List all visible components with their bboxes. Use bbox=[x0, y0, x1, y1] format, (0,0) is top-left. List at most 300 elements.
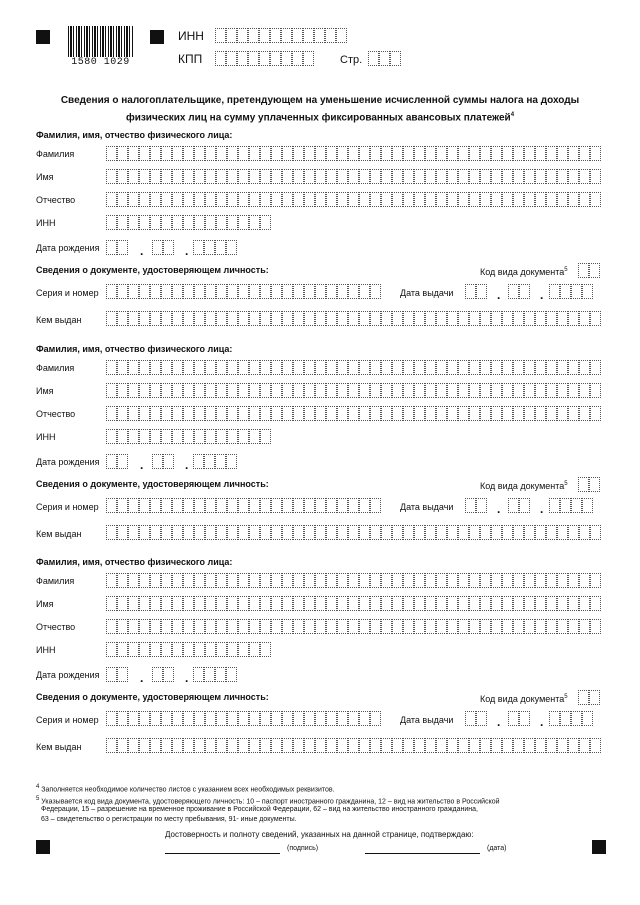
input-cell[interactable] bbox=[183, 215, 194, 230]
input-cell[interactable] bbox=[117, 192, 128, 207]
input-cell[interactable] bbox=[557, 360, 568, 375]
input-cell[interactable] bbox=[128, 573, 139, 588]
input-cell[interactable] bbox=[469, 619, 480, 634]
block-2-inn-cells[interactable] bbox=[106, 429, 271, 444]
input-cell[interactable] bbox=[249, 169, 260, 184]
block-3-name-cells[interactable] bbox=[106, 596, 601, 611]
input-cell[interactable] bbox=[458, 169, 469, 184]
input-cell[interactable] bbox=[260, 406, 271, 421]
input-cell[interactable] bbox=[560, 498, 571, 513]
input-cell[interactable] bbox=[271, 360, 282, 375]
input-cell[interactable] bbox=[260, 284, 271, 299]
input-cell[interactable] bbox=[128, 596, 139, 611]
input-cell[interactable] bbox=[150, 192, 161, 207]
input-cell[interactable] bbox=[293, 525, 304, 540]
input-cell[interactable] bbox=[194, 429, 205, 444]
input-cell[interactable] bbox=[183, 525, 194, 540]
input-cell[interactable] bbox=[128, 215, 139, 230]
input-cell[interactable] bbox=[183, 619, 194, 634]
input-cell[interactable] bbox=[205, 284, 216, 299]
input-cell[interactable] bbox=[381, 738, 392, 753]
input-cell[interactable] bbox=[249, 215, 260, 230]
input-cell[interactable] bbox=[370, 498, 381, 513]
input-cell[interactable] bbox=[370, 738, 381, 753]
input-cell[interactable] bbox=[315, 573, 326, 588]
input-cell[interactable] bbox=[579, 525, 590, 540]
input-cell[interactable] bbox=[579, 596, 590, 611]
input-cell[interactable] bbox=[161, 596, 172, 611]
input-cell[interactable] bbox=[326, 596, 337, 611]
input-cell[interactable] bbox=[139, 406, 150, 421]
input-cell[interactable] bbox=[293, 360, 304, 375]
input-cell[interactable] bbox=[117, 525, 128, 540]
input-cell[interactable] bbox=[403, 311, 414, 326]
input-cell[interactable] bbox=[128, 169, 139, 184]
input-cell[interactable] bbox=[194, 360, 205, 375]
input-cell[interactable] bbox=[293, 596, 304, 611]
input-cell[interactable] bbox=[183, 192, 194, 207]
input-cell[interactable] bbox=[524, 383, 535, 398]
input-cell[interactable] bbox=[348, 525, 359, 540]
input-cell[interactable] bbox=[117, 311, 128, 326]
input-cell[interactable] bbox=[513, 596, 524, 611]
input-cell[interactable] bbox=[557, 192, 568, 207]
input-cell[interactable] bbox=[590, 619, 601, 634]
input-cell[interactable] bbox=[293, 573, 304, 588]
block-3-birthdate-day-cells[interactable] bbox=[106, 667, 128, 682]
input-cell[interactable] bbox=[183, 383, 194, 398]
input-cell[interactable] bbox=[480, 360, 491, 375]
input-cell[interactable] bbox=[590, 596, 601, 611]
input-cell[interactable] bbox=[183, 406, 194, 421]
input-cell[interactable] bbox=[150, 429, 161, 444]
input-cell[interactable] bbox=[106, 525, 117, 540]
input-cell[interactable] bbox=[436, 383, 447, 398]
input-cell[interactable] bbox=[106, 192, 117, 207]
input-cell[interactable] bbox=[172, 619, 183, 634]
input-cell[interactable] bbox=[359, 738, 370, 753]
input-cell[interactable] bbox=[194, 711, 205, 726]
input-cell[interactable] bbox=[502, 360, 513, 375]
input-cell[interactable] bbox=[172, 498, 183, 513]
input-cell[interactable] bbox=[172, 596, 183, 611]
input-cell[interactable] bbox=[172, 169, 183, 184]
input-cell[interactable] bbox=[150, 596, 161, 611]
input-cell[interactable] bbox=[557, 738, 568, 753]
input-cell[interactable] bbox=[436, 525, 447, 540]
block-2-surname-cells[interactable] bbox=[106, 360, 601, 375]
input-cell[interactable] bbox=[571, 498, 582, 513]
input-cell[interactable] bbox=[568, 192, 579, 207]
input-cell[interactable] bbox=[469, 406, 480, 421]
input-cell[interactable] bbox=[568, 619, 579, 634]
input-cell[interactable] bbox=[205, 360, 216, 375]
block-3-inn-cells[interactable] bbox=[106, 642, 271, 657]
input-cell[interactable] bbox=[535, 311, 546, 326]
input-cell[interactable] bbox=[458, 192, 469, 207]
input-cell[interactable] bbox=[524, 311, 535, 326]
input-cell[interactable] bbox=[578, 690, 589, 705]
block-2-issue-year-cells[interactable] bbox=[549, 498, 593, 513]
input-cell[interactable] bbox=[557, 169, 568, 184]
input-cell[interactable] bbox=[172, 711, 183, 726]
input-cell[interactable] bbox=[282, 498, 293, 513]
input-cell[interactable] bbox=[139, 525, 150, 540]
input-cell[interactable] bbox=[172, 360, 183, 375]
input-cell[interactable] bbox=[139, 429, 150, 444]
input-cell[interactable] bbox=[150, 525, 161, 540]
input-cell[interactable] bbox=[535, 406, 546, 421]
input-cell[interactable] bbox=[336, 28, 347, 43]
input-cell[interactable] bbox=[216, 169, 227, 184]
input-cell[interactable] bbox=[293, 146, 304, 161]
input-cell[interactable] bbox=[172, 738, 183, 753]
block-1-name-cells[interactable] bbox=[106, 169, 601, 184]
input-cell[interactable] bbox=[414, 169, 425, 184]
input-cell[interactable] bbox=[139, 146, 150, 161]
input-cell[interactable] bbox=[106, 311, 117, 326]
input-cell[interactable] bbox=[425, 619, 436, 634]
input-cell[interactable] bbox=[238, 738, 249, 753]
input-cell[interactable] bbox=[359, 573, 370, 588]
input-cell[interactable] bbox=[590, 383, 601, 398]
input-cell[interactable] bbox=[368, 51, 379, 66]
input-cell[interactable] bbox=[117, 454, 128, 469]
input-cell[interactable] bbox=[249, 360, 260, 375]
input-cell[interactable] bbox=[271, 498, 282, 513]
input-cell[interactable] bbox=[513, 146, 524, 161]
input-cell[interactable] bbox=[249, 525, 260, 540]
input-cell[interactable] bbox=[194, 619, 205, 634]
input-cell[interactable] bbox=[381, 146, 392, 161]
input-cell[interactable] bbox=[370, 573, 381, 588]
input-cell[interactable] bbox=[425, 360, 436, 375]
input-cell[interactable] bbox=[293, 169, 304, 184]
input-cell[interactable] bbox=[579, 738, 590, 753]
input-cell[interactable] bbox=[106, 284, 117, 299]
input-cell[interactable] bbox=[260, 311, 271, 326]
input-cell[interactable] bbox=[183, 311, 194, 326]
input-cell[interactable] bbox=[546, 146, 557, 161]
input-cell[interactable] bbox=[524, 146, 535, 161]
input-cell[interactable] bbox=[226, 240, 237, 255]
input-cell[interactable] bbox=[476, 711, 487, 726]
input-cell[interactable] bbox=[436, 406, 447, 421]
input-cell[interactable] bbox=[260, 146, 271, 161]
input-cell[interactable] bbox=[281, 28, 292, 43]
input-cell[interactable] bbox=[315, 383, 326, 398]
block-3-series-cells[interactable] bbox=[106, 711, 381, 726]
input-cell[interactable] bbox=[271, 711, 282, 726]
input-cell[interactable] bbox=[205, 311, 216, 326]
input-cell[interactable] bbox=[106, 383, 117, 398]
input-cell[interactable] bbox=[370, 146, 381, 161]
input-cell[interactable] bbox=[546, 406, 557, 421]
input-cell[interactable] bbox=[172, 383, 183, 398]
input-cell[interactable] bbox=[238, 711, 249, 726]
input-cell[interactable] bbox=[524, 406, 535, 421]
input-cell[interactable] bbox=[568, 738, 579, 753]
input-cell[interactable] bbox=[282, 525, 293, 540]
block-2-birthdate-month-cells[interactable] bbox=[152, 454, 174, 469]
input-cell[interactable] bbox=[194, 573, 205, 588]
input-cell[interactable] bbox=[161, 429, 172, 444]
input-cell[interactable] bbox=[480, 383, 491, 398]
input-cell[interactable] bbox=[480, 738, 491, 753]
input-cell[interactable] bbox=[117, 429, 128, 444]
input-cell[interactable] bbox=[403, 169, 414, 184]
input-cell[interactable] bbox=[150, 146, 161, 161]
input-cell[interactable] bbox=[513, 406, 524, 421]
input-cell[interactable] bbox=[519, 284, 530, 299]
input-cell[interactable] bbox=[519, 498, 530, 513]
input-cell[interactable] bbox=[260, 711, 271, 726]
input-cell[interactable] bbox=[117, 573, 128, 588]
input-cell[interactable] bbox=[579, 619, 590, 634]
input-cell[interactable] bbox=[392, 406, 403, 421]
input-cell[interactable] bbox=[337, 738, 348, 753]
input-cell[interactable] bbox=[447, 573, 458, 588]
input-cell[interactable] bbox=[249, 146, 260, 161]
input-cell[interactable] bbox=[458, 596, 469, 611]
input-cell[interactable] bbox=[315, 192, 326, 207]
signature-line[interactable] bbox=[165, 853, 280, 854]
input-cell[interactable] bbox=[491, 169, 502, 184]
input-cell[interactable] bbox=[403, 573, 414, 588]
input-cell[interactable] bbox=[425, 169, 436, 184]
input-cell[interactable] bbox=[469, 738, 480, 753]
input-cell[interactable] bbox=[194, 383, 205, 398]
input-cell[interactable] bbox=[578, 263, 589, 278]
input-cell[interactable] bbox=[172, 573, 183, 588]
input-cell[interactable] bbox=[491, 525, 502, 540]
input-cell[interactable] bbox=[150, 406, 161, 421]
input-cell[interactable] bbox=[237, 28, 248, 43]
input-cell[interactable] bbox=[436, 169, 447, 184]
input-cell[interactable] bbox=[392, 383, 403, 398]
input-cell[interactable] bbox=[381, 311, 392, 326]
input-cell[interactable] bbox=[348, 498, 359, 513]
input-cell[interactable] bbox=[152, 454, 163, 469]
input-cell[interactable] bbox=[546, 738, 557, 753]
input-cell[interactable] bbox=[557, 406, 568, 421]
input-cell[interactable] bbox=[194, 146, 205, 161]
input-cell[interactable] bbox=[326, 498, 337, 513]
input-cell[interactable] bbox=[465, 711, 476, 726]
input-cell[interactable] bbox=[425, 573, 436, 588]
input-cell[interactable] bbox=[117, 738, 128, 753]
input-cell[interactable] bbox=[502, 573, 513, 588]
input-cell[interactable] bbox=[436, 738, 447, 753]
input-cell[interactable] bbox=[381, 360, 392, 375]
input-cell[interactable] bbox=[150, 360, 161, 375]
input-cell[interactable] bbox=[139, 169, 150, 184]
date-line[interactable] bbox=[365, 853, 480, 854]
input-cell[interactable] bbox=[326, 169, 337, 184]
input-cell[interactable] bbox=[304, 738, 315, 753]
input-cell[interactable] bbox=[205, 711, 216, 726]
input-cell[interactable] bbox=[293, 711, 304, 726]
input-cell[interactable] bbox=[227, 596, 238, 611]
input-cell[interactable] bbox=[172, 146, 183, 161]
input-cell[interactable] bbox=[337, 146, 348, 161]
input-cell[interactable] bbox=[436, 619, 447, 634]
input-cell[interactable] bbox=[216, 192, 227, 207]
input-cell[interactable] bbox=[172, 406, 183, 421]
input-cell[interactable] bbox=[560, 284, 571, 299]
input-cell[interactable] bbox=[447, 619, 458, 634]
input-cell[interactable] bbox=[370, 619, 381, 634]
input-cell[interactable] bbox=[260, 642, 271, 657]
input-cell[interactable] bbox=[370, 596, 381, 611]
input-cell[interactable] bbox=[227, 406, 238, 421]
input-cell[interactable] bbox=[535, 738, 546, 753]
input-cell[interactable] bbox=[590, 192, 601, 207]
block-3-birthdate-year-cells[interactable] bbox=[193, 667, 237, 682]
input-cell[interactable] bbox=[436, 311, 447, 326]
input-cell[interactable] bbox=[491, 738, 502, 753]
input-cell[interactable] bbox=[359, 498, 370, 513]
input-cell[interactable] bbox=[205, 146, 216, 161]
input-cell[interactable] bbox=[172, 284, 183, 299]
block-2-issue-month-cells[interactable] bbox=[508, 498, 530, 513]
input-cell[interactable] bbox=[414, 573, 425, 588]
input-cell[interactable] bbox=[425, 596, 436, 611]
input-cell[interactable] bbox=[535, 525, 546, 540]
input-cell[interactable] bbox=[271, 406, 282, 421]
input-cell[interactable] bbox=[117, 667, 128, 682]
input-cell[interactable] bbox=[414, 525, 425, 540]
input-cell[interactable] bbox=[282, 311, 293, 326]
input-cell[interactable] bbox=[458, 573, 469, 588]
input-cell[interactable] bbox=[502, 169, 513, 184]
input-cell[interactable] bbox=[568, 146, 579, 161]
input-cell[interactable] bbox=[161, 619, 172, 634]
input-cell[interactable] bbox=[513, 383, 524, 398]
input-cell[interactable] bbox=[227, 525, 238, 540]
input-cell[interactable] bbox=[392, 360, 403, 375]
input-cell[interactable] bbox=[106, 711, 117, 726]
input-cell[interactable] bbox=[227, 429, 238, 444]
input-cell[interactable] bbox=[227, 711, 238, 726]
input-cell[interactable] bbox=[392, 169, 403, 184]
input-cell[interactable] bbox=[304, 406, 315, 421]
input-cell[interactable] bbox=[304, 311, 315, 326]
input-cell[interactable] bbox=[513, 311, 524, 326]
input-cell[interactable] bbox=[491, 192, 502, 207]
input-cell[interactable] bbox=[304, 360, 315, 375]
input-cell[interactable] bbox=[117, 498, 128, 513]
input-cell[interactable] bbox=[337, 619, 348, 634]
input-cell[interactable] bbox=[117, 215, 128, 230]
input-cell[interactable] bbox=[282, 406, 293, 421]
input-cell[interactable] bbox=[194, 284, 205, 299]
input-cell[interactable] bbox=[414, 406, 425, 421]
input-cell[interactable] bbox=[524, 573, 535, 588]
input-cell[interactable] bbox=[161, 215, 172, 230]
input-cell[interactable] bbox=[480, 169, 491, 184]
input-cell[interactable] bbox=[172, 525, 183, 540]
input-cell[interactable] bbox=[519, 711, 530, 726]
input-cell[interactable] bbox=[161, 573, 172, 588]
input-cell[interactable] bbox=[491, 311, 502, 326]
input-cell[interactable] bbox=[315, 169, 326, 184]
input-cell[interactable] bbox=[117, 642, 128, 657]
input-cell[interactable] bbox=[414, 738, 425, 753]
input-cell[interactable] bbox=[403, 146, 414, 161]
input-cell[interactable] bbox=[204, 454, 215, 469]
input-cell[interactable] bbox=[117, 596, 128, 611]
block-1-inn-cells[interactable] bbox=[106, 215, 271, 230]
input-cell[interactable] bbox=[183, 738, 194, 753]
input-cell[interactable] bbox=[465, 284, 476, 299]
input-cell[interactable] bbox=[447, 192, 458, 207]
input-cell[interactable] bbox=[216, 619, 227, 634]
input-cell[interactable] bbox=[227, 498, 238, 513]
input-cell[interactable] bbox=[293, 738, 304, 753]
input-cell[interactable] bbox=[326, 311, 337, 326]
input-cell[interactable] bbox=[304, 284, 315, 299]
input-cell[interactable] bbox=[469, 146, 480, 161]
input-cell[interactable] bbox=[194, 311, 205, 326]
input-cell[interactable] bbox=[282, 596, 293, 611]
input-cell[interactable] bbox=[304, 383, 315, 398]
input-cell[interactable] bbox=[139, 619, 150, 634]
input-cell[interactable] bbox=[590, 146, 601, 161]
input-cell[interactable] bbox=[163, 240, 174, 255]
input-cell[interactable] bbox=[315, 146, 326, 161]
input-cell[interactable] bbox=[238, 642, 249, 657]
input-cell[interactable] bbox=[216, 383, 227, 398]
input-cell[interactable] bbox=[183, 360, 194, 375]
input-cell[interactable] bbox=[128, 284, 139, 299]
input-cell[interactable] bbox=[139, 360, 150, 375]
input-cell[interactable] bbox=[293, 192, 304, 207]
input-cell[interactable] bbox=[403, 596, 414, 611]
input-cell[interactable] bbox=[590, 525, 601, 540]
input-cell[interactable] bbox=[304, 498, 315, 513]
input-cell[interactable] bbox=[546, 311, 557, 326]
block-1-issue-month-cells[interactable] bbox=[508, 284, 530, 299]
input-cell[interactable] bbox=[271, 596, 282, 611]
input-cell[interactable] bbox=[238, 573, 249, 588]
input-cell[interactable] bbox=[106, 169, 117, 184]
input-cell[interactable] bbox=[139, 642, 150, 657]
input-cell[interactable] bbox=[326, 383, 337, 398]
input-cell[interactable] bbox=[359, 311, 370, 326]
input-cell[interactable] bbox=[325, 28, 336, 43]
input-cell[interactable] bbox=[292, 28, 303, 43]
input-cell[interactable] bbox=[315, 619, 326, 634]
input-cell[interactable] bbox=[161, 169, 172, 184]
input-cell[interactable] bbox=[491, 406, 502, 421]
input-cell[interactable] bbox=[106, 146, 117, 161]
input-cell[interactable] bbox=[194, 596, 205, 611]
input-cell[interactable] bbox=[337, 284, 348, 299]
input-cell[interactable] bbox=[546, 383, 557, 398]
input-cell[interactable] bbox=[172, 311, 183, 326]
input-cell[interactable] bbox=[447, 169, 458, 184]
input-cell[interactable] bbox=[513, 525, 524, 540]
input-cell[interactable] bbox=[237, 51, 248, 66]
input-cell[interactable] bbox=[348, 360, 359, 375]
input-cell[interactable] bbox=[546, 169, 557, 184]
input-cell[interactable] bbox=[447, 311, 458, 326]
input-cell[interactable] bbox=[392, 738, 403, 753]
input-cell[interactable] bbox=[183, 498, 194, 513]
input-cell[interactable] bbox=[348, 146, 359, 161]
input-cell[interactable] bbox=[293, 311, 304, 326]
